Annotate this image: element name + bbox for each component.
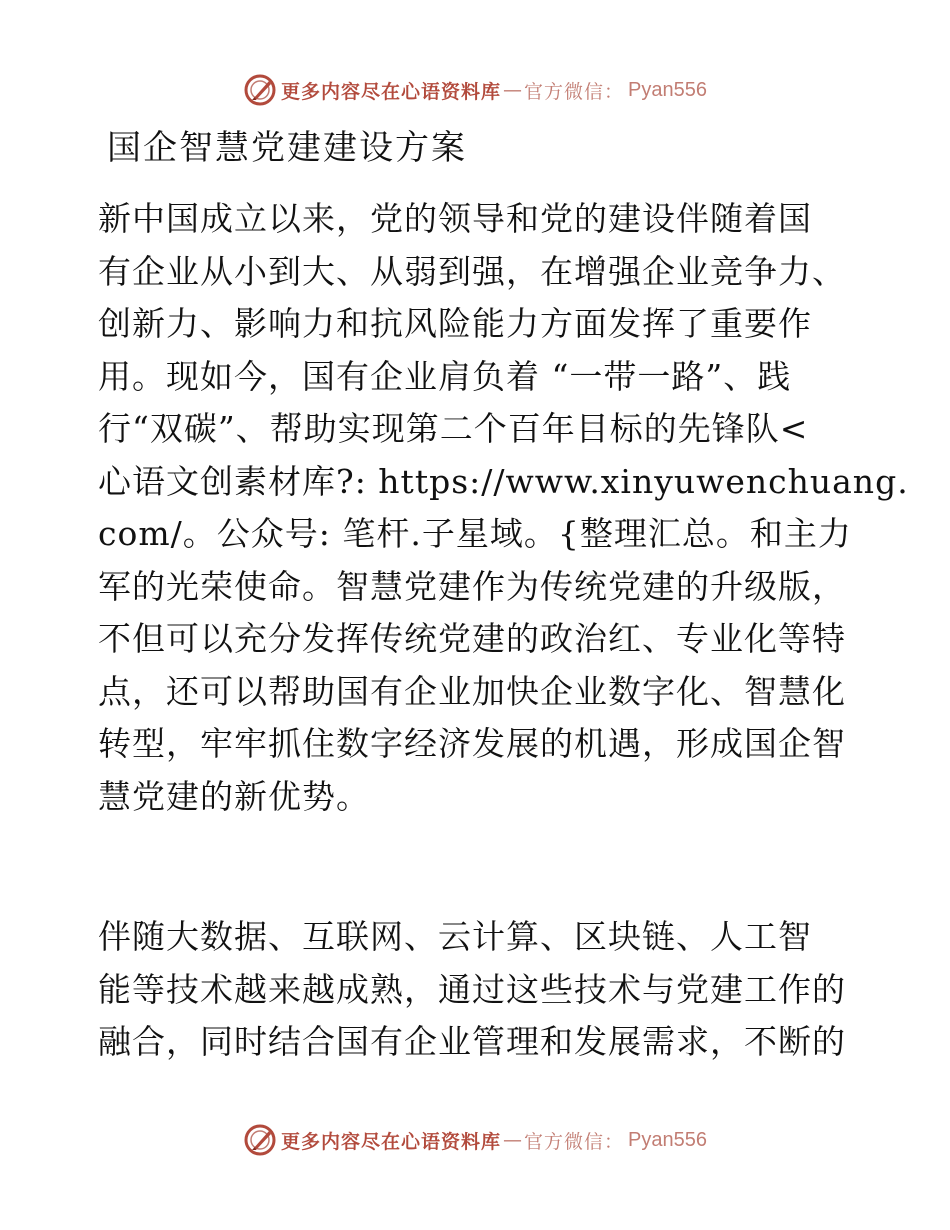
text-line: 转型，牢牢抓住数字经济发展的机遇，形成国企智 bbox=[98, 724, 846, 763]
header-banner bbox=[0, 70, 950, 110]
text-line: 有企业从小到大、从弱到强，在增强企业竞争力、 bbox=[98, 251, 846, 291]
text-line: 不但可以充分发挥传统党建的政治红、专业化等特 bbox=[98, 619, 846, 658]
text-line: 心语文创素材库?: https://www.xinyuwenchuang. bbox=[98, 461, 909, 501]
text-line: 伴随大数据、互联网、云计算、区块链、人工智 bbox=[98, 917, 812, 956]
text-line: 融合，同时结合国有企业管理和发展需求，不断的 bbox=[98, 1022, 846, 1061]
text-line: 创新力、影响力和抗风险能力方面发挥了重要作 bbox=[98, 304, 812, 343]
banner-dash: — bbox=[503, 79, 523, 101]
quill-logo-icon bbox=[243, 73, 277, 107]
banner-wechat-id: Pyan556 bbox=[628, 78, 707, 101]
text-line: 军的光荣使命。智慧党建作为传统党建的升级版， bbox=[98, 566, 846, 606]
text-line: 新中国成立以来，党的领导和党的建设伴随着国 bbox=[98, 199, 812, 238]
quill-logo-icon bbox=[243, 1123, 277, 1157]
banner-wechat-label: 官方微信： bbox=[524, 1130, 625, 1153]
text-line: com/。公众号: 笔杆.子星域。{整理汇总。和主力 bbox=[98, 514, 852, 553]
paragraph-1 bbox=[98, 193, 909, 823]
banner-dash: — bbox=[503, 1129, 523, 1151]
banner-slogan: 更多内容尽在心语资料库 bbox=[281, 80, 502, 103]
text-line: 能等技术越来越成熟，通过这些技术与党建工作的 bbox=[98, 969, 846, 1009]
banner-wechat-id: Pyan556 bbox=[628, 1128, 707, 1151]
paragraph-2 bbox=[98, 911, 858, 1069]
banner-slogan: 更多内容尽在心语资料库 bbox=[281, 1130, 502, 1153]
text-line: 用。现如今，国有企业肩负着 “一带一路”、践 bbox=[98, 356, 792, 396]
banner-wechat-label: 官方微信： bbox=[524, 80, 625, 103]
document-title: 国企智慧党建建设方案 bbox=[107, 128, 467, 168]
text-line: 行“双碳”、帮助实现第二个百年目标的先锋队< bbox=[98, 409, 809, 448]
footer-banner bbox=[0, 1120, 950, 1160]
text-line: 慧党建的新优势。 bbox=[98, 776, 370, 816]
text-line: 点，还可以帮助国有企业加快企业数字化、智慧化 bbox=[98, 671, 846, 711]
